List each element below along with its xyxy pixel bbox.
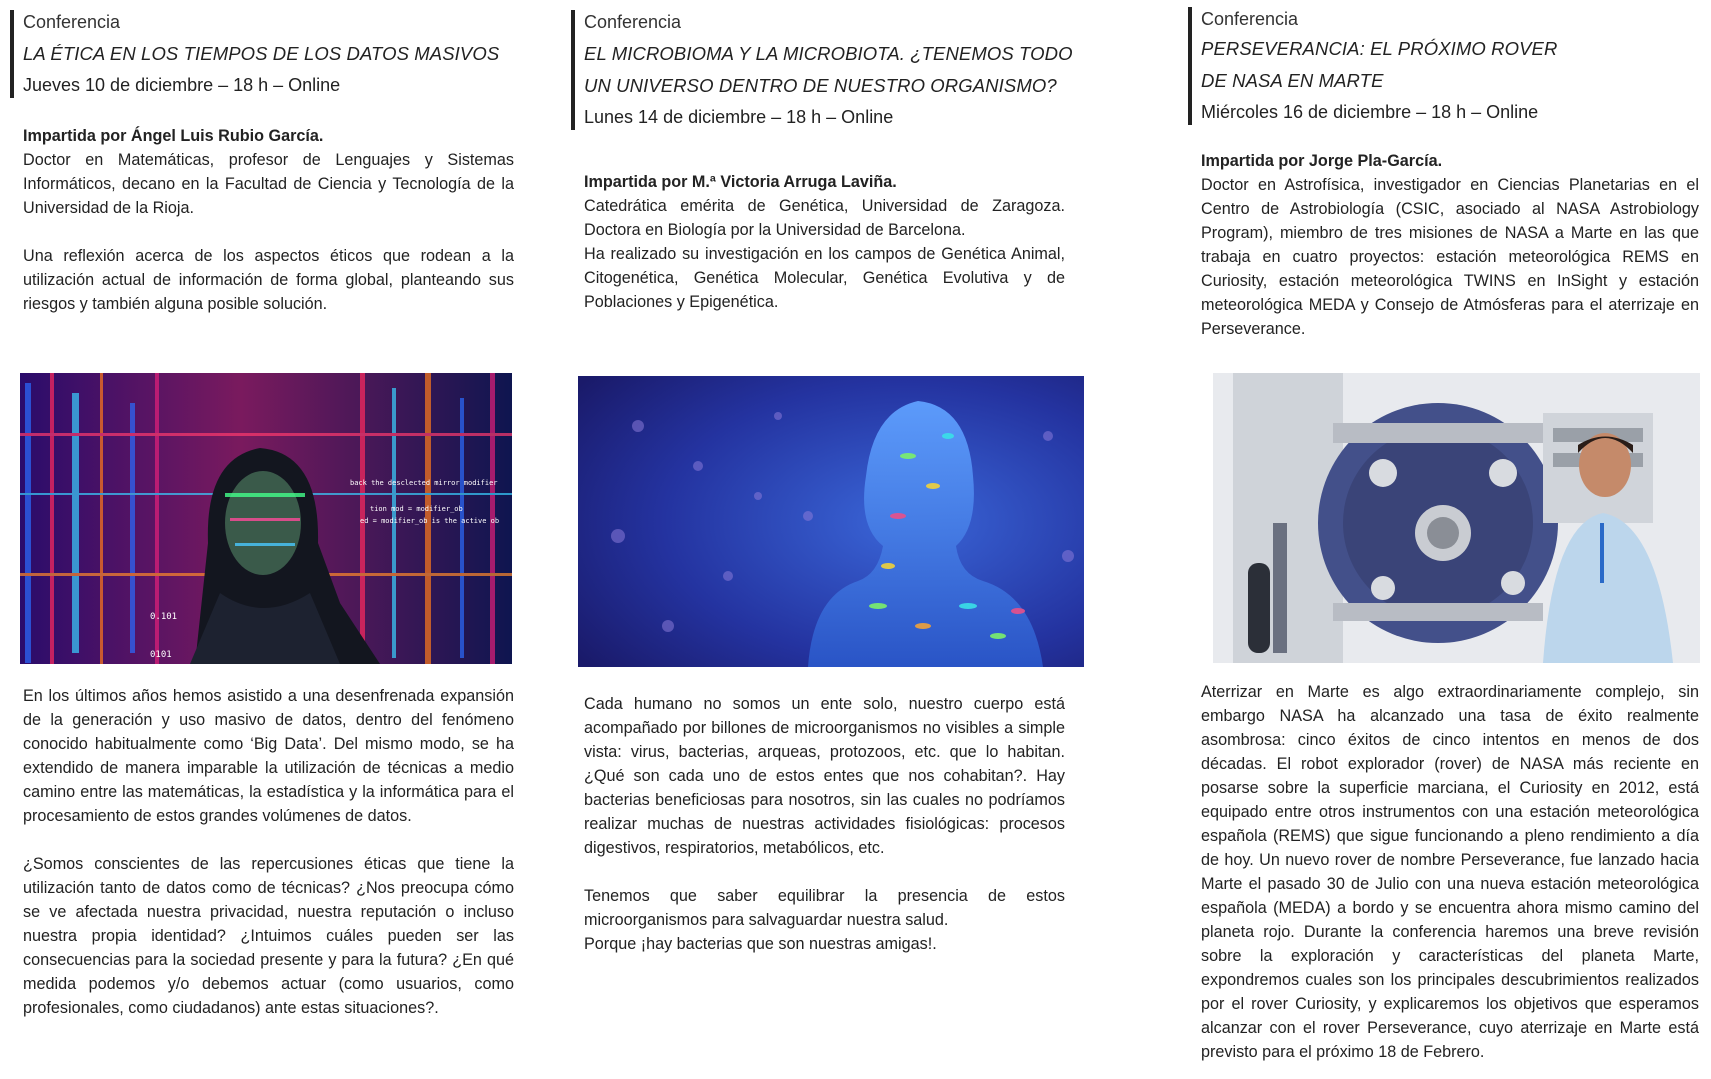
conference-body	[10, 124, 514, 316]
speaker-bio: Catedrática emérita de Genética, Universidad de Zaragoza. Doctora en Biología por la Universidad de Barcelona.	[584, 197, 1065, 239]
conference-date: Jueves 10 de diciembre – 18 h – Online	[23, 75, 341, 95]
conference-header	[10, 10, 514, 98]
conference-title-line-2: DE NASA EN MARTE	[1201, 70, 1384, 91]
conference-description	[1188, 680, 1699, 1064]
conference-title-line-1: EL MICROBIOMA Y LA MICROBIOTA. ¿TENEMOS TODO	[584, 43, 1073, 64]
speaker-bio: Doctor en Astrofísica, investigador en Ciencias Planetarias en el Centro de Astrobiología (CSIC, asociado al NASA Astrobiology Program), miembro de tres misiones de NASA a Marte en las que trabaja en cuatro proyectos: estación meteorológica REMS en Curiosity, estación meteorológica TWINS en InSight y estación meteorológica MEDA y Consejo de Atmósferas para el aterrizaje en Perseverance.	[1201, 176, 1699, 338]
kicker: Conferencia	[584, 12, 682, 32]
conference-column-2	[571, 0, 1078, 953]
conference-date: Lunes 14 de diciembre – 18 h – Online	[584, 107, 894, 127]
conference-body	[571, 170, 1065, 314]
laboratory-photo	[1213, 373, 1700, 663]
paragraph: Tenemos que saber equilibrar la presencia de estos microorganismos para salvaguardar nuestra salud.	[584, 887, 1065, 929]
speaker: Impartida por Ángel Luis Rubio García.	[23, 127, 324, 145]
speaker: Impartida por Jorge Pla-García.	[1201, 152, 1443, 170]
conference-header	[1188, 7, 1699, 125]
overlay-code-text: ed = modifier_ob is the active ob	[360, 517, 500, 525]
conference-title-line-1: PERSEVERANCIA: EL PRÓXIMO ROVER	[1201, 38, 1558, 59]
conference-title-line-2: UN UNIVERSO DENTRO DE NUESTRO ORGANISMO?	[584, 75, 1057, 96]
conference-description	[10, 684, 514, 1020]
summary: Una reflexión acerca de los aspectos éticos que rodean a la utilización actual de información de forma global, planteando sus riesgos y también alguna posible solución.	[23, 247, 514, 313]
kicker: Conferencia	[1201, 9, 1299, 29]
overlay-code-text: back the desclected mirror modifier	[350, 479, 498, 487]
conference-description	[571, 692, 1065, 956]
kicker: Conferencia	[23, 12, 121, 32]
conference-date: Miércoles 16 de diciembre – 18 h – Online	[1201, 102, 1539, 122]
paragraph: Cada humano no somos un ente solo, nuestro cuerpo está acompañado por billones de microorganismos no visibles a simple vista: virus, bacterias, arqueas, protozoos, etc. que lo habitan. ¿Qué son cada uno de estos entes que nos cohabitan?. Hay bacterias beneficiosas para nosotros, sin las cuales no podríamos realizar muchas de nuestras actividades fisiológicas: procesos digestivos, respiratorios, metabólicos, etc.	[584, 695, 1065, 857]
microbiome-image	[578, 376, 1084, 667]
speaker-bio: Doctor en Matemáticas, profesor de Lenguajes y Sistemas Informáticos, decano en la Facultad de Ciencia y Tecnología de la Universidad de la Rioja.	[23, 151, 514, 217]
paragraph: ¿Somos conscientes de las repercusiones éticas que tiene la utilización tanto de datos como de técnicas? ¿Nos preocupa cómo se ve afectada nuestra privacidad, nuestra reputación o incluso nuestra propia identidad? ¿Intuimos cuáles pueden ser las consecuencias para la sociedad presente y para la futura? ¿En qué medida podemos y/o debemos actuar (como usuarios, como profesionales, como ciudadanos) ante estas situaciones?.	[23, 855, 514, 1017]
overlay-code-text: tion mod = modifier_ob	[370, 505, 463, 513]
conference-title: LA ÉTICA EN LOS TIEMPOS DE LOS DATOS MASIVOS	[23, 43, 500, 64]
big-data-image	[20, 373, 512, 664]
paragraph: Porque ¡hay bacterias que son nuestras amigas!.	[584, 935, 937, 953]
speaker: Impartida por M.ª Victoria Arruga Laviña.	[584, 173, 897, 191]
paragraph: Aterrizar en Marte es algo extraordinariamente complejo, sin embargo NASA ha alcanzado una tasa de éxito realmente asombrosa: cinco éxitos de cinco intentos en menos de dos décadas. El robot explorador (rover) de NASA más reciente en posarse sobre la superficie marciana, el Curiosity en 2012, está equipado entre otros instrumentos con una estación meteorológica española (REMS) que sigue funcionando a pleno rendimiento a día de hoy. Un nuevo rover de nombre Perseverance, fue lanzado hacia Marte el pasado 30 de Julio con una nueva estación meteorológica española (MEDA) a bordo y se encuentra ahora mismo camino del planeta rojo. Durante la conferencia haremos una breve revisión sobre la exploración y características del planeta Marte, expondremos cuales son los principales descubrimientos realizados por el rover Curiosity, y explicaremos los objetivos que esperamos alcanzar con el rover Perseverance, cuyo aterrizaje en Marte está previsto para el próximo 18 de Febrero.	[1201, 683, 1699, 1061]
conference-header	[571, 10, 1078, 130]
conference-column-3	[1188, 0, 1699, 1061]
paragraph: En los últimos años hemos asistido a una desenfrenada expansión de la generación y uso masivo de datos, dentro del fenómeno conocido habitualmente como ‘Big Data’. Del mismo modo, se ha extendido de manera imparable la utilización de técnicas a medio camino entre las matemáticas, la estadística y la informática para el procesamiento de estos grandes volúmenes de datos.	[23, 687, 514, 825]
overlay-code-text: 0101	[150, 650, 172, 660]
overlay-code-text: 0.101	[150, 612, 178, 622]
research: Ha realizado su investigación en los campos de Genética Animal, Citogenética, Genética Molecular, Genética Evolutiva y de Poblaciones y Epigenética.	[584, 245, 1065, 311]
conference-body	[1188, 149, 1699, 341]
